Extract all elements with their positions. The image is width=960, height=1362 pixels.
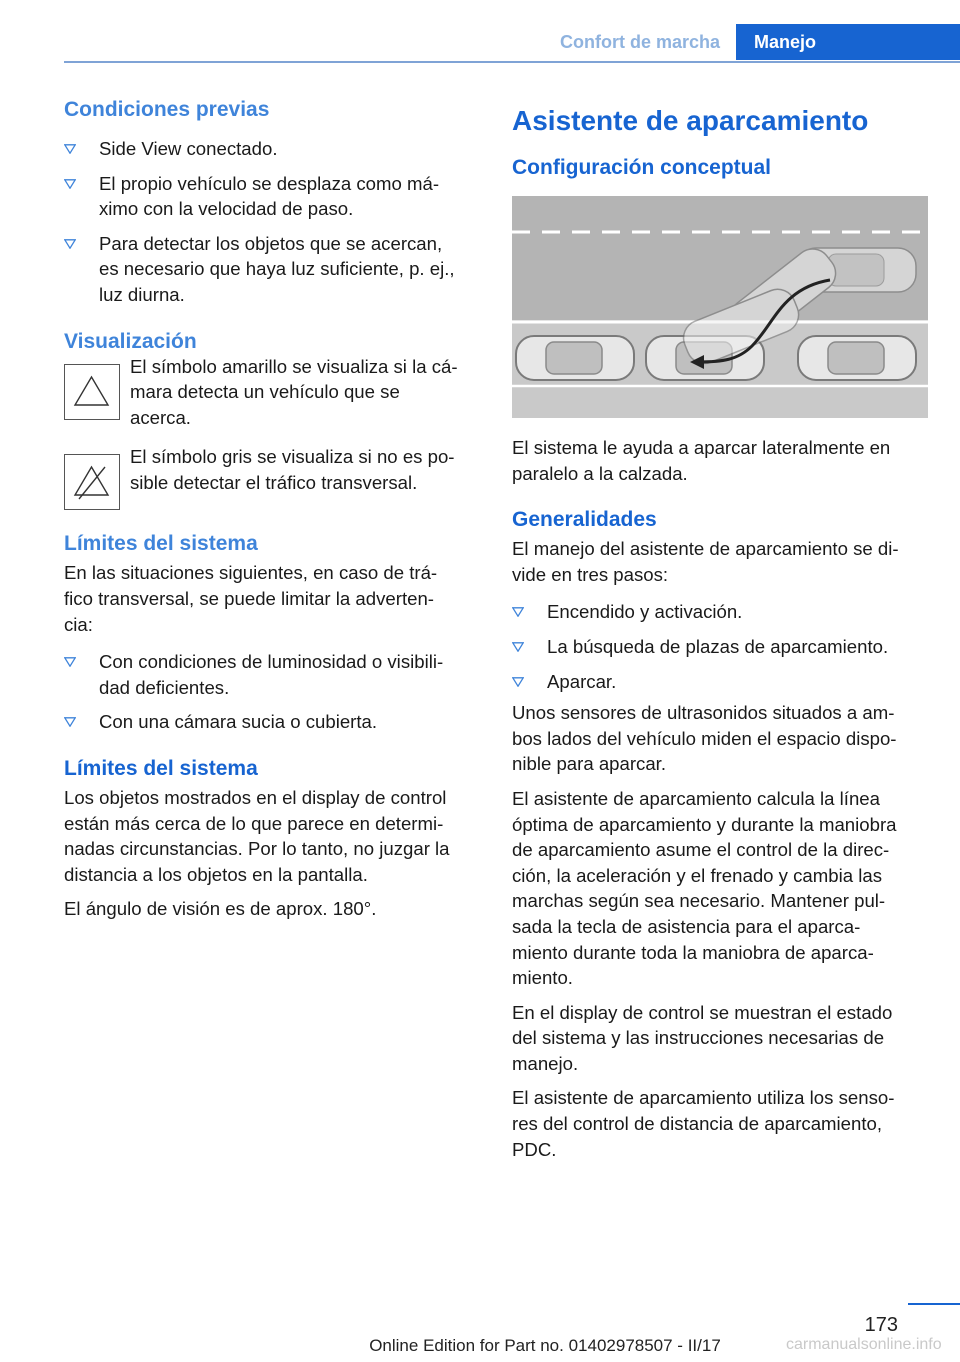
bullet-triangle-icon	[512, 642, 524, 652]
list-item	[512, 634, 930, 660]
right-column	[512, 96, 930, 1171]
header-section-title: Confort de marcha	[559, 32, 720, 52]
header-chapter-tab: Manejo	[736, 24, 960, 60]
list-item-text: Encendido y activación.	[547, 601, 743, 623]
bullet-triangle-icon	[512, 607, 524, 617]
sensors-paragraph: Unos sensores de ultrasonidos situados a am- bos lados del vehículo miden el espacio dispo- nible para aparcar.	[512, 702, 897, 775]
symbol-row-yellow	[64, 354, 478, 431]
list-item	[64, 136, 478, 162]
watermark: carmanualsonline.info	[786, 1336, 942, 1353]
bullet-triangle-icon	[64, 657, 76, 667]
footer-rule	[908, 1303, 960, 1305]
symbol-grey-text: El símbolo gris se visualiza si no es po- sible detectar el tráfico transversal.	[130, 446, 455, 493]
heading-preconditions: Condiciones previas	[64, 98, 270, 121]
warning-triangle-icon	[64, 364, 120, 420]
general-paragraph: El manejo del asistente de aparcamiento se di- vide en tres pasos:	[512, 538, 899, 585]
list-item	[512, 599, 930, 625]
concept-paragraph: El sistema le ayuda a aparcar lateralmente en paralelo a la calzada.	[512, 437, 891, 484]
bullet-triangle-icon	[64, 239, 76, 249]
heading-general: Generalidades	[512, 508, 657, 532]
left-column	[64, 96, 478, 931]
parked-car-right	[798, 336, 916, 380]
list-item-text: El propio vehículo se desplaza como má- ximo con la velocidad de paso.	[99, 172, 440, 220]
bullet-triangle-icon	[64, 717, 76, 727]
bullet-triangle-icon	[64, 179, 76, 189]
display-paragraph: En el display de control se muestran el estado del sistema y las instrucciones necesarias de manejo.	[512, 1001, 893, 1074]
warning-triangle-crossed-icon	[64, 454, 120, 510]
page-title: Asistente de aparcamiento	[512, 105, 869, 136]
bullet-triangle-icon	[64, 144, 76, 154]
preconditions-list	[64, 136, 478, 308]
list-item	[512, 669, 930, 695]
list-item-text: Side View conectado.	[99, 138, 278, 159]
symbol-yellow-text: El símbolo amarillo se visualiza si la cá- mara detecta un vehículo que se acerca.	[130, 355, 458, 428]
list-item	[64, 709, 478, 735]
list-item-text: Para detectar los objetos que se acercan, es necesario que haya luz suficiente, p. ej., luz diurna.	[99, 232, 455, 305]
list-item-text: La búsqueda de plazas de aparcamiento.	[547, 635, 889, 657]
bullet-triangle-icon	[512, 677, 524, 687]
limits2-paragraph-2: El ángulo de visión es de aprox. 180°.	[64, 898, 377, 920]
limits2-paragraph-1: Los objetos mostrados en el display de control están más cerca de lo que parece en determi- nadas circunstancias. Por lo tanto, no juzgar la distancia a los objetos en la pantalla.	[64, 786, 450, 885]
header-rule	[64, 61, 960, 63]
assistant-paragraph: El asistente de aparcamiento calcula la línea óptima de aparcamiento y durante la maniobra de aparcamiento asume el control de la direc- ción, la aceleración y el frenado y cambia las marchas según sea necesario. Mantener pul- sada la tecla de asistencia para el aparca- miento durante toda la maniobra de aparca- miento.	[512, 787, 897, 989]
parked-car-left	[516, 336, 634, 380]
page-header	[0, 24, 960, 62]
heading-concept: Configuración conceptual	[512, 156, 772, 179]
list-item-text: Con condiciones de luminosidad o visibili- dad deficientes.	[99, 651, 444, 698]
list-item	[64, 171, 478, 222]
limits1-list	[64, 649, 478, 735]
pdc-paragraph: El asistente de aparcamiento utiliza los senso- res del control de distancia de aparcamiento, PDC.	[512, 1087, 895, 1160]
heading-display: Visualización	[64, 329, 197, 353]
limits1-paragraph: En las situaciones siguientes, en caso de trá- fico transversal, se puede limitar la adverten- cia:	[64, 562, 438, 635]
list-item-text: Con una cámara sucia o cubierta.	[99, 711, 378, 733]
heading-system-limits-1: Límites del sistema	[64, 532, 258, 556]
edition-note: Online Edition for Part no. 01402978507 - II/17	[369, 1336, 721, 1355]
list-item	[64, 649, 478, 700]
list-item	[64, 231, 478, 308]
page-number: 173	[864, 1314, 898, 1336]
symbol-row-grey	[64, 444, 478, 504]
list-item-text: Aparcar.	[547, 670, 617, 692]
heading-system-limits-2: Límites del sistema	[64, 756, 258, 780]
general-steps-list	[512, 599, 930, 694]
parking-illustration	[512, 196, 928, 418]
